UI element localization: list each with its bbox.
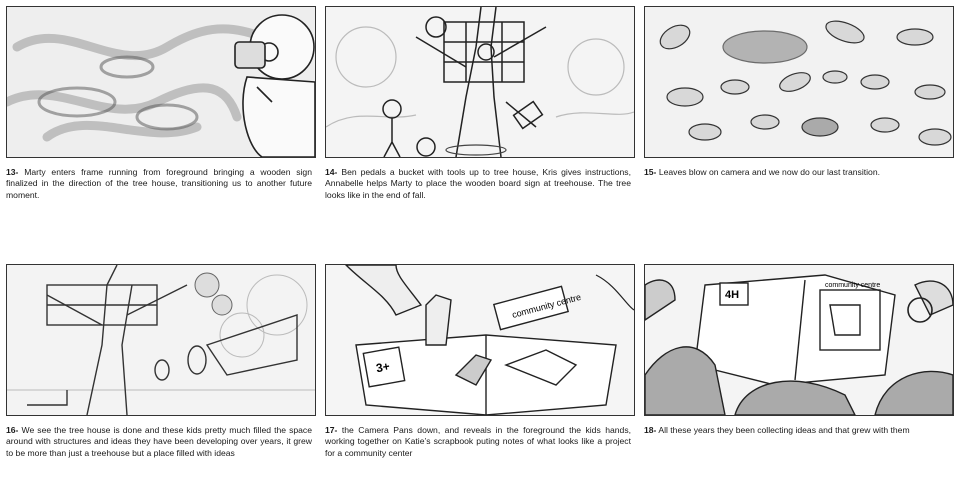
panel-number: 14-: [325, 167, 338, 177]
panel-16-sketch: [6, 264, 316, 416]
panel-14-drawing: [326, 7, 634, 157]
panel-17-caption: [325, 425, 635, 459]
panel-15-sketch: [644, 6, 954, 158]
storyboard-panel-13: [6, 6, 316, 201]
panel-number: 16-: [6, 425, 19, 435]
panel-number: 18-: [644, 425, 657, 435]
panel-16-caption: [6, 425, 316, 459]
community-sign-text: community centre: [510, 291, 583, 320]
storyboard-panel-16: [6, 264, 316, 459]
book-title-text: community centre: [825, 282, 881, 289]
storyboard-panel-15: [644, 6, 954, 178]
panel-caption-text: We see the tree house is done and these kids pretty much filled the space around with structures and ideas they have been developing over years, it grew to be more than just a treehouse but a place filled with ideas: [6, 425, 313, 458]
panel-number: 13-: [6, 167, 19, 177]
panel-17-drawing: [326, 265, 634, 415]
panel-13-sketch: [6, 6, 316, 158]
panel-caption-text: Ben pedals a bucket with tools up to tree house, Kris gives instructions, Annabelle helps Marty to place the wooden board sign at treehouse. The tree looks like in the end of fall.: [325, 167, 631, 200]
storyboard-panel-17: [325, 264, 635, 459]
panel-caption-text: Leaves blow on camera and we now do our last transition.: [658, 167, 880, 177]
panel-18-caption: [644, 425, 954, 436]
panel-18-drawing: [645, 265, 953, 415]
panel-number: 15-: [644, 167, 657, 177]
scrapbook-note-text: 3+: [374, 359, 391, 376]
panel-16-drawing: [7, 265, 315, 415]
panel-14-sketch: [325, 6, 635, 158]
panel-14-caption: [325, 167, 635, 201]
panel-caption-text: Marty enters frame running from foreground bringing a wooden sign finalized in the direction of the tree house, transitioning us to another future moment.: [6, 167, 312, 200]
panel-number: 17-: [325, 425, 338, 435]
panel-15-drawing: [645, 7, 953, 157]
badge-text: 4H: [725, 289, 740, 301]
panel-18-sketch: [644, 264, 954, 416]
panel-13-drawing: [7, 7, 315, 157]
panel-17-sketch: [325, 264, 635, 416]
panel-caption-text: the Camera Pans down, and reveals in the foreground the kids hands, working together on Katie’s scrapbook puting notes of what looks like a project for a community center: [325, 425, 632, 458]
storyboard-panel-18: [644, 264, 954, 436]
panel-caption-text: All these years they been collecting ideas and that grew with them: [658, 425, 910, 435]
panel-15-caption: [644, 167, 954, 178]
storyboard-panel-14: [325, 6, 635, 201]
panel-13-caption: [6, 167, 316, 201]
